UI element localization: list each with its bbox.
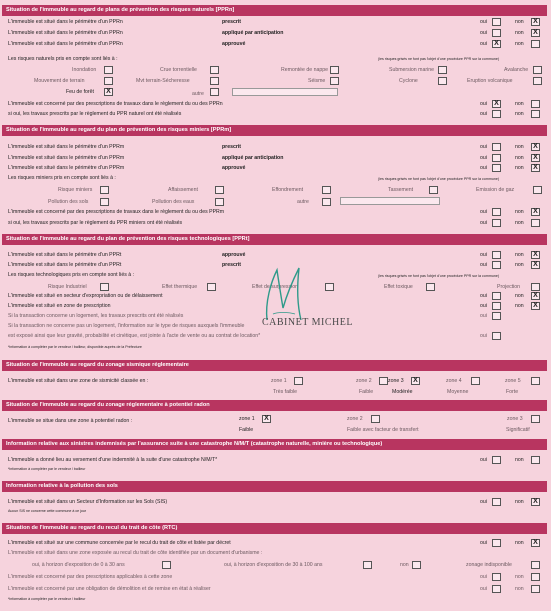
pprt-risks-label: Les risques technologiques pris en compte sont liés à :: [8, 272, 135, 278]
pprn-note: (les risques grisés ne font pas l'objet d'une procédure PPR sur la commune): [378, 57, 500, 61]
zone5-label: zone 5: [505, 378, 521, 384]
risk-pollution-sols: Pollution des sols: [48, 199, 89, 205]
pprt-prescription-oui-checkbox[interactable]: [492, 302, 501, 310]
oui-label: oui: [480, 540, 487, 546]
risk-emission-gaz-checkbox[interactable]: [533, 186, 542, 194]
risk-thermique: Effet thermique: [162, 284, 198, 290]
pprt-approuve-non-checkbox[interactable]: X: [531, 251, 540, 259]
radon-zone2-desc: Faible avec facteur de transfert: [347, 427, 419, 433]
risk-inondation-checkbox[interactable]: [104, 66, 113, 74]
risk-effondrement: Effondrement: [272, 187, 304, 193]
non-label: non: [515, 41, 524, 47]
pprn-q2: si oui, les travaux prescrits par le règlement du PPR naturel ont été réalisés: [8, 111, 182, 117]
non-label: non: [515, 252, 524, 258]
risk-remontee-nappe-checkbox[interactable]: [330, 66, 339, 74]
section-header-pprt: Situation de l'immeuble au regard du plan de prévention des risques technologiques [PPRt]: [2, 234, 547, 245]
section-header-rtc: Situation de l'immeuble au regard du recul du trait de côte (RTC): [2, 523, 547, 534]
risk-secheresse-checkbox[interactable]: [210, 77, 219, 85]
non-label: non: [515, 144, 524, 150]
non-label: non: [515, 499, 524, 505]
sismique-zone2-checkbox[interactable]: [379, 377, 388, 385]
zone5-desc: Forte: [506, 389, 519, 395]
non-label: non: [515, 220, 524, 226]
risk-tassement-checkbox[interactable]: [429, 186, 438, 194]
risk-eruption: Eruption volcanique: [467, 78, 513, 84]
pprm-note: (les risques grisés ne font pas l'objet d'une procédure PPR sur la commune): [378, 177, 500, 181]
non-label: non: [515, 101, 524, 107]
section-header-pprm: Situation de l'immeuble au regard du plan de prévention des risques miniers [PPRm]: [2, 125, 547, 136]
pprm-prescriptions-oui-checkbox[interactable]: [492, 208, 501, 216]
pprt-q4: Si la transaction ne concerne pas un logement, l'information sur le type de risques auxquels l'immeuble: [8, 323, 245, 329]
rtc-q3: L'immeuble est concerné par des prescriptions applicables à cette zone: [8, 574, 173, 580]
oui-label: oui: [480, 262, 487, 268]
risk-avalanche-checkbox[interactable]: [533, 66, 542, 74]
risk-autre-checkbox[interactable]: [210, 88, 219, 96]
non-label: non: [515, 111, 524, 117]
sinistres-non-checkbox[interactable]: [531, 456, 540, 464]
pprt-q1: L'immeuble est situé en secteur d'expropriation ou de délaissement: [8, 293, 163, 299]
section-header-radon: Situation de l'immeuble au regard du zonage réglementaire à potentiel radon: [2, 400, 547, 411]
pprm-row2-value: appliqué par anticipation: [222, 155, 284, 161]
radon-zone1-desc: Faible: [239, 427, 254, 433]
non-label: non: [515, 574, 524, 580]
pprn-row3-label: L'immeuble est situé dans le périmètre d'un PPRn: [8, 41, 123, 47]
rtc-demolition-non-checkbox[interactable]: [531, 585, 540, 593]
risk-seisme: Séisme: [308, 78, 326, 84]
risk-feu-foret-checkbox[interactable]: X: [104, 88, 113, 96]
pprm-row1-label: L'immeuble est situé dans le périmètre d'un PPRm: [8, 144, 125, 150]
section-header-pprn: Situation de l'immeuble au regard de plans de prévention des risques naturels [PPRn]: [2, 5, 547, 16]
risk-toxique: Effet toxique: [384, 284, 413, 290]
pprt-travaux-oui-checkbox[interactable]: [492, 312, 501, 320]
pprn-risks-label: Les risques naturels pris en compte sont liés à :: [8, 56, 118, 62]
risk-autre-input[interactable]: [232, 88, 338, 96]
risk-avalanche: Avalanche: [504, 67, 529, 73]
radon-zone1-checkbox[interactable]: X: [262, 415, 271, 423]
pprn-row3-value: approuvé: [222, 41, 246, 47]
sinistres-question: L'immeuble a donné lieu au versement d'une indemnité à la suite d'une catastrophe N/M/T*: [8, 457, 218, 463]
pprm-travaux-oui-checkbox[interactable]: [492, 219, 501, 227]
risk-feu-foret: Feu de forêt: [66, 89, 94, 95]
rtc-commune-oui-checkbox[interactable]: [492, 539, 501, 547]
oui-label: oui: [480, 101, 487, 107]
oui-label: oui: [480, 252, 487, 258]
oui-label: oui: [480, 333, 487, 339]
pprm-q2: si oui, les travaux prescrits par le règlement du PPR miniers ont été réalisés: [8, 220, 183, 226]
risk-submersion: Submersion marine: [389, 67, 434, 73]
zone3-label: zone 3: [388, 378, 404, 384]
radon-zone3-checkbox[interactable]: [531, 415, 540, 423]
risk-mouvement-terrain-checkbox[interactable]: [104, 77, 113, 85]
risk-effondrement-checkbox[interactable]: [322, 186, 331, 194]
risk-crue-checkbox[interactable]: [210, 66, 219, 74]
sismique-zone3-checkbox[interactable]: X: [411, 377, 420, 385]
pprm-travaux-non-checkbox[interactable]: [531, 219, 540, 227]
rtc-demolition-oui-checkbox[interactable]: [492, 585, 501, 593]
pprt-approuve-oui-checkbox[interactable]: [492, 251, 501, 259]
pprt-row1-value: approuvé: [222, 252, 246, 258]
pprn-row2-value: appliqué par anticipation: [222, 30, 284, 36]
pprn-approuve-oui-checkbox[interactable]: X: [492, 40, 501, 48]
pollution-question: L'immeuble est situé dans un Secteur d'Information sur les Sols (SIS): [8, 499, 168, 505]
risk-secheresse: Mvt terrain-Sécheresse: [136, 78, 190, 84]
risk-industriel-checkbox[interactable]: [100, 283, 109, 291]
pprn-travaux-non-checkbox[interactable]: [531, 110, 540, 118]
rtc-indisponible-checkbox[interactable]: [531, 561, 540, 569]
pprm-row3-value: approuvé: [222, 165, 246, 171]
rtc-footnote: *information à compléter par le vendeur / bailleur: [8, 597, 86, 601]
pprn-anticipation-non-checkbox[interactable]: X: [531, 29, 540, 37]
pprt-row2-label: L'immeuble est situé dans le périmètre d'un PPRt: [8, 262, 122, 268]
pprn-prescrit-oui-checkbox[interactable]: [492, 18, 501, 26]
pprn-prescriptions-oui-checkbox[interactable]: X: [492, 100, 501, 108]
sinistres-footnote: *information à compléter par le vendeur / bailleur: [8, 467, 86, 471]
risk-autre-m: autre: [297, 199, 309, 205]
risk-cyclone: Cyclone: [399, 78, 418, 84]
radon-zone1-label: zone 1: [239, 416, 255, 422]
pollution-non-checkbox[interactable]: X: [531, 498, 540, 506]
zone2-label: zone 2: [356, 378, 372, 384]
risk-thermique-checkbox[interactable]: [207, 283, 216, 291]
non-label: non: [515, 165, 524, 171]
zone3-desc: Modérée: [392, 389, 413, 395]
pprm-anticipation-oui-checkbox[interactable]: [492, 154, 501, 162]
pprt-expropriation-oui-checkbox[interactable]: [492, 292, 501, 300]
pprn-row1-label: L'immeuble est situé dans le périmètre d'un PPRn: [8, 19, 123, 25]
rtc-q1: L'immeuble est situé sur une commune concernée par le recul du trait de côte et listée par décret: [8, 540, 231, 546]
pprn-row2-label: L'immeuble est situé dans le périmètre d'un PPRn: [8, 30, 123, 36]
pprm-approuve-oui-checkbox[interactable]: [492, 164, 501, 172]
pollution-footnote: Aucun SIS ne concerne cette commune à ce jour: [8, 509, 87, 513]
non-label: non: [515, 457, 524, 463]
non-label: non: [515, 293, 524, 299]
risk-autre-m-input[interactable]: [340, 197, 440, 205]
oui-label: oui: [480, 303, 487, 309]
pprm-prescrit-oui-checkbox[interactable]: [492, 143, 501, 151]
sinistres-oui-checkbox[interactable]: [492, 456, 501, 464]
oui-label: oui: [480, 41, 487, 47]
section-header-pollution: Information relative à la pollution des sols: [2, 481, 547, 492]
non-label: non: [515, 540, 524, 546]
risk-seisme-checkbox[interactable]: [330, 77, 339, 85]
pprt-info-oui-checkbox[interactable]: [492, 332, 501, 340]
pprt-q5: est exposé ainsi que leur gravité, probabilité et cinétique, est jointe à l'acte de vente ou au contrat de location*: [8, 333, 261, 339]
radon-zone2-checkbox[interactable]: [371, 415, 380, 423]
pprn-prescriptions-non-checkbox[interactable]: [531, 100, 540, 108]
pprt-expropriation-non-checkbox[interactable]: X: [531, 292, 540, 300]
oui-label: oui: [480, 220, 487, 226]
pprm-risks-label: Les risques miniers pris en compte sont liés à :: [8, 175, 116, 181]
rtc-commune-non-checkbox[interactable]: X: [531, 539, 540, 547]
sismique-zone4-checkbox[interactable]: [471, 377, 480, 385]
non-label: non: [515, 19, 524, 25]
pprt-note: (les risques grisés ne font pas l'objet d'une procédure PPR sur la commune): [378, 274, 500, 278]
risk-pollution-sols-checkbox[interactable]: [100, 198, 109, 206]
radon-zone2-label: zone 2: [347, 416, 363, 422]
pprn-travaux-oui-checkbox[interactable]: [492, 110, 501, 118]
risk-projection-checkbox[interactable]: [531, 283, 540, 291]
risk-submersion-checkbox[interactable]: [438, 66, 447, 74]
pprt-prescrit-non-checkbox[interactable]: X: [531, 261, 540, 269]
zone4-desc: Moyenne: [447, 389, 469, 395]
rtc-0-30-checkbox[interactable]: [162, 561, 171, 569]
rtc-o4: zonage indisponible: [466, 562, 512, 568]
risk-miniers: Risque miniers: [58, 187, 93, 193]
pprn-approuve-non-checkbox[interactable]: [531, 40, 540, 48]
sismique-question: L'immeuble est situé dans une zone de sismicité classée en :: [8, 378, 149, 384]
pprm-row3-label: L'immeuble est situé dans le périmètre d'un PPRm: [8, 165, 125, 171]
zone1-label: zone 1: [271, 378, 287, 384]
non-label: non: [515, 209, 524, 215]
pprm-prescriptions-non-checkbox[interactable]: X: [531, 208, 540, 216]
non-label: non: [515, 586, 524, 592]
section-header-sinistres: Information relative aux sinistres indemnisés par l'assurance suite à une catastrophe N/M/T (catastrophe naturelle, minière ou technologique): [2, 439, 547, 450]
pprm-anticipation-non-checkbox[interactable]: X: [531, 154, 540, 162]
oui-label: oui: [480, 19, 487, 25]
risk-affaissement-checkbox[interactable]: [215, 186, 224, 194]
pprm-prescrit-non-checkbox[interactable]: X: [531, 143, 540, 151]
rtc-prescriptions-oui-checkbox[interactable]: [492, 573, 501, 581]
oui-label: oui: [480, 313, 487, 319]
sismique-zone1-checkbox[interactable]: [294, 377, 303, 385]
sismique-zone5-checkbox[interactable]: [531, 377, 540, 385]
risk-autre-m-checkbox[interactable]: [322, 198, 331, 206]
oui-label: oui: [480, 155, 487, 161]
pprm-q1: L'immeuble est concerné par des prescriptions de travaux dans le règlement du ou des PPRm: [8, 209, 225, 215]
risk-remontee-nappe: Remontée de nappe: [281, 67, 329, 73]
pprt-prescription-non-checkbox[interactable]: X: [531, 302, 540, 310]
risk-pollution-eaux-checkbox[interactable]: [215, 198, 224, 206]
pprm-row2-label: L'immeuble est situé dans le périmètre d'un PPRm: [8, 155, 125, 161]
risk-eruption-checkbox[interactable]: [533, 77, 542, 85]
pprt-row1-label: L'immeuble est situé dans le périmètre d'un PPRt: [8, 252, 122, 258]
pprt-prescrit-oui-checkbox[interactable]: [492, 261, 501, 269]
oui-label: oui: [480, 499, 487, 505]
oui-label: oui: [480, 574, 487, 580]
logo-text: CABINET MICHEL: [262, 317, 353, 328]
risk-cyclone-checkbox[interactable]: [438, 77, 447, 85]
risk-inondation: Inondation: [72, 67, 97, 73]
zone4-label: zone 4: [446, 378, 462, 384]
non-label: non: [515, 30, 524, 36]
risk-industriel: Risque Industriel: [48, 284, 87, 290]
pprn-row1-value: prescrit: [222, 19, 242, 25]
pprt-q3: Si la transaction concerne un logement, les travaux prescrits ont été réalisés: [8, 313, 184, 319]
pprn-q1: L'immeuble est concerné par des prescriptions de travaux dans le règlement du ou des PPRn: [8, 101, 223, 107]
risk-crue: Crue torrentielle: [160, 67, 197, 73]
risk-tassement: Tassement: [388, 187, 414, 193]
rtc-o3: non: [400, 562, 409, 568]
risk-toxique-checkbox[interactable]: [426, 283, 435, 291]
risk-mouvement-terrain: Mouvement de terrain: [34, 78, 85, 84]
risk-pollution-eaux: Pollution des eaux: [152, 199, 195, 205]
oui-label: oui: [480, 586, 487, 592]
rtc-o2: oui, à horizon d'exposition de 30 à 100 ans: [224, 562, 323, 568]
rtc-non-checkbox[interactable]: [412, 561, 421, 569]
risk-miniers-checkbox[interactable]: [100, 186, 109, 194]
zone2-desc: Faible: [359, 389, 374, 395]
radon-question: L'immeuble se situe dans une zone à potentiel radon :: [8, 418, 133, 424]
section-header-sismique: Situation de l'immeuble au regard du zonage sismique réglementaire: [2, 360, 547, 371]
rtc-o1: oui, à horizon d'exposition de 0 à 30 ans: [32, 562, 125, 568]
risk-surpression: Effet de surpression: [252, 284, 299, 290]
pprt-row2-value: prescrit: [222, 262, 242, 268]
oui-label: oui: [480, 111, 487, 117]
pprn-prescrit-non-checkbox[interactable]: X: [531, 18, 540, 26]
oui-label: oui: [480, 457, 487, 463]
radon-zone3-label: zone 3: [507, 416, 523, 422]
oui-label: oui: [480, 209, 487, 215]
pprm-row1-value: prescrit: [222, 144, 242, 150]
risk-affaissement: Affaissement: [168, 187, 198, 193]
zone1-desc: Très faible: [273, 389, 298, 395]
pprt-footnote: *information à compléter par le vendeur / bailleur, disponible auprès de la Préfecture: [8, 345, 142, 349]
pprn-anticipation-oui-checkbox[interactable]: [492, 29, 501, 37]
oui-label: oui: [480, 165, 487, 171]
rtc-30-100-checkbox[interactable]: [363, 561, 372, 569]
pprm-approuve-non-checkbox[interactable]: X: [531, 164, 540, 172]
non-label: non: [515, 155, 524, 161]
oui-label: oui: [480, 30, 487, 36]
risk-emission-gaz: Emission de gaz: [476, 187, 515, 193]
radon-zone3-desc: Significatif: [506, 427, 530, 433]
rtc-q2: L'immeuble est situé dans une zone exposée au recul du trait de côte identifiée par un document d'urbanisme :: [8, 550, 263, 556]
pprt-q2: L'immeuble est situé en zone de prescription: [8, 303, 111, 309]
non-label: non: [515, 303, 524, 309]
rtc-q4: L'immeuble est concerné par une obligation de démolition et de remise en état à réaliser: [8, 586, 211, 592]
non-label: non: [515, 262, 524, 268]
rtc-prescriptions-non-checkbox[interactable]: [531, 573, 540, 581]
oui-label: oui: [480, 144, 487, 150]
pollution-oui-checkbox[interactable]: [492, 498, 501, 506]
risk-autre: autre: [192, 91, 204, 97]
oui-label: oui: [480, 293, 487, 299]
risk-projection: Projection: [497, 284, 521, 290]
